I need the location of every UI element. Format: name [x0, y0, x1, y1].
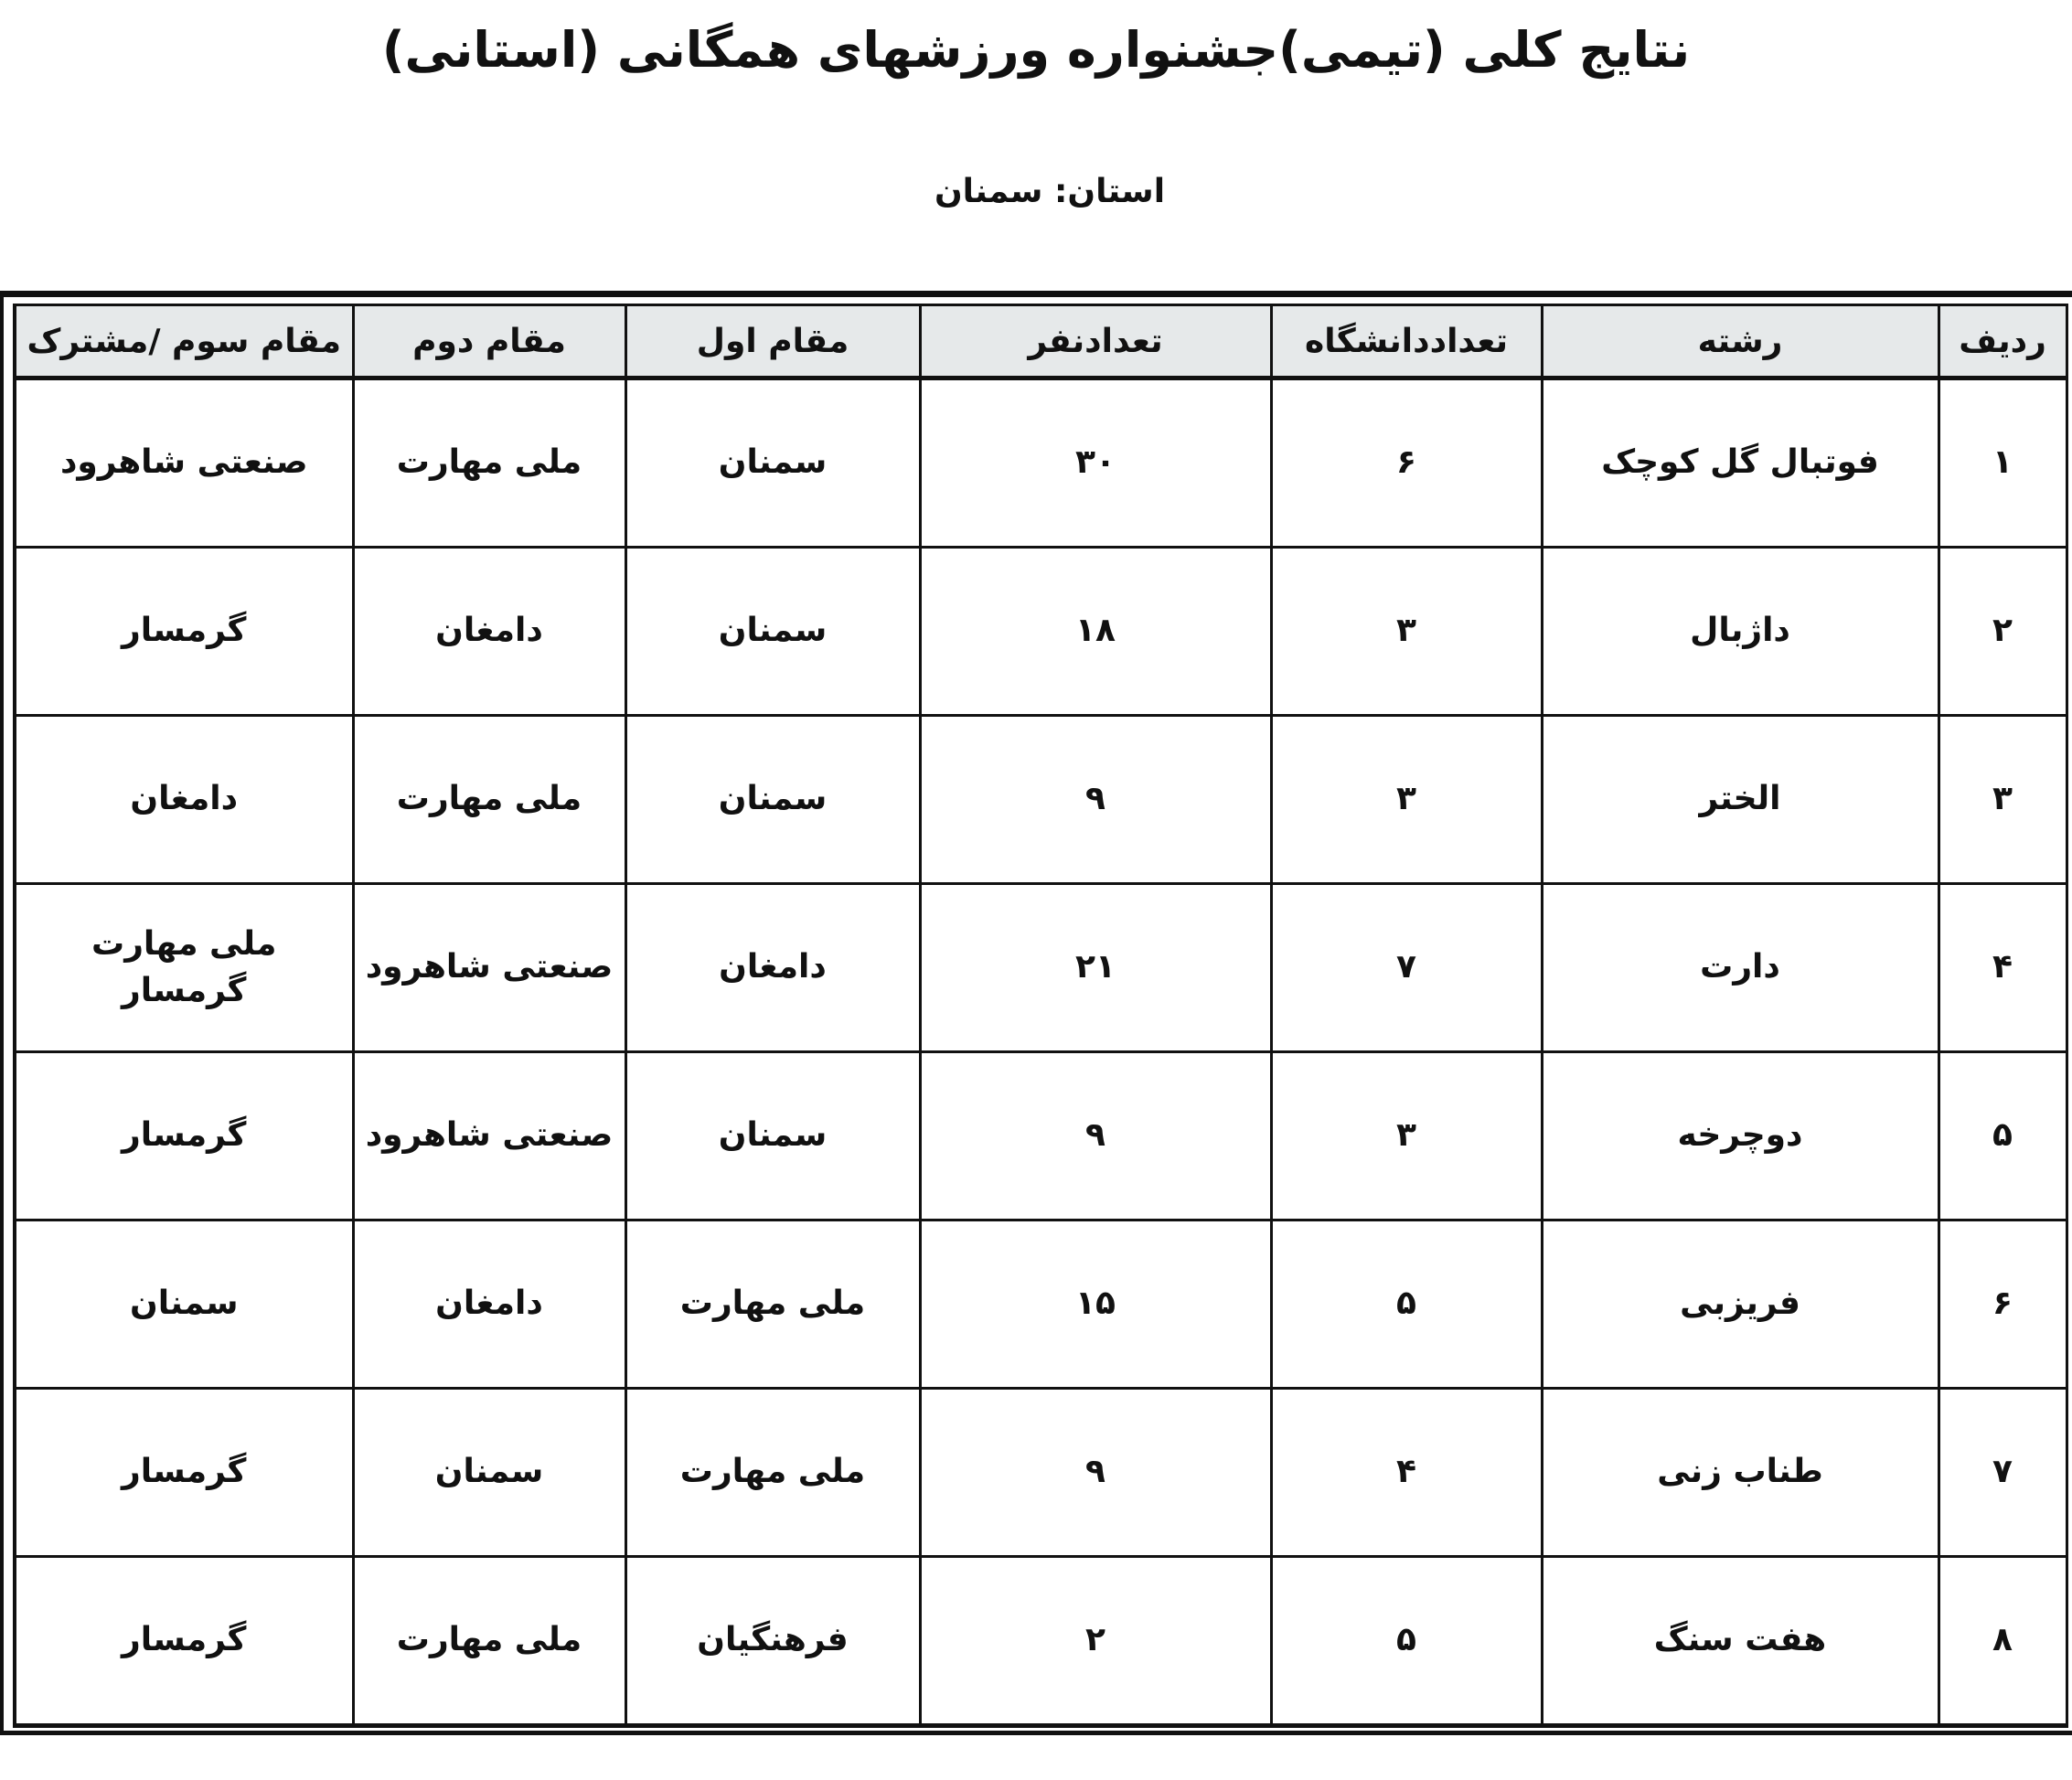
university-count-cell: ۴: [1271, 1389, 1542, 1557]
table-row: [15, 1052, 2067, 1220]
university-count-cell: ۵: [1271, 1557, 1542, 1726]
people-count-cell: ۱۵: [920, 1220, 1271, 1389]
row-number-cell: ۵: [1938, 1052, 2067, 1220]
university-count-cell: ۵: [1271, 1220, 1542, 1389]
sport-cell: دوچرخه: [1542, 1052, 1938, 1220]
table-row: [15, 884, 2067, 1052]
third-place-team: ملی مهارت: [91, 925, 277, 964]
university-count-cell: ۷: [1271, 884, 1542, 1052]
second-place-cell: صنعتی شاهرود: [353, 884, 625, 1052]
table-row: [15, 1220, 2067, 1389]
third-place-team: گرمسار: [122, 1116, 247, 1155]
row-number-cell: ۳: [1938, 716, 2067, 884]
third-place-cell: [15, 548, 353, 716]
university-count-cell: ۳: [1271, 716, 1542, 884]
row-number-cell: ۷: [1938, 1389, 2067, 1557]
first-place-cell: سمنان: [625, 548, 920, 716]
row-number-cell: ۸: [1938, 1557, 2067, 1726]
province-subtitle: استان: سمنان: [934, 173, 1166, 210]
third-place-team: گرمسار: [122, 971, 247, 1009]
university-count-cell: ۶: [1271, 378, 1542, 548]
first-place-cell: ملی مهارت: [625, 1220, 920, 1389]
third-place-cell: [15, 378, 353, 548]
people-count-cell: ۹: [920, 716, 1271, 884]
sport-cell: هفت سنگ: [1542, 1557, 1938, 1726]
second-place-cell: ملی مهارت: [353, 716, 625, 884]
third-place-team: گرمسار: [122, 612, 247, 650]
header-row-number: ردیف: [1938, 305, 2067, 378]
second-place-cell: صنعتی شاهرود: [353, 1052, 625, 1220]
sport-cell: داژبال: [1542, 548, 1938, 716]
header-first-place: مقام اول: [625, 305, 920, 378]
third-place-cell: [15, 716, 353, 884]
third-place-cell: [15, 1052, 353, 1220]
row-number-cell: ۶: [1938, 1220, 2067, 1389]
sport-cell: فوتبال گل کوچک: [1542, 378, 1938, 548]
second-place-cell: دامغان: [353, 1220, 625, 1389]
first-place-cell: سمنان: [625, 1052, 920, 1220]
people-count-cell: ۳۰: [920, 378, 1271, 548]
table-row: [15, 1389, 2067, 1557]
people-count-cell: ۲۱: [920, 884, 1271, 1052]
third-place-team: سمنان: [130, 1284, 239, 1323]
header-sport: رشته: [1542, 305, 1938, 378]
first-place-cell: سمنان: [625, 378, 920, 548]
first-place-cell: سمنان: [625, 716, 920, 884]
document-title: نتایج کلی (تیمی)جشنواره ورزشهای همگانی (استانی): [381, 21, 1691, 79]
third-place-team: گرمسار: [122, 1621, 247, 1659]
first-place-cell: ملی مهارت: [625, 1389, 920, 1557]
sport-cell: طناب زنی: [1542, 1389, 1938, 1557]
people-count-cell: ۹: [920, 1389, 1271, 1557]
university-count-cell: ۳: [1271, 548, 1542, 716]
people-count-cell: ۱۸: [920, 548, 1271, 716]
sport-cell: فریزبی: [1542, 1220, 1938, 1389]
first-place-cell: دامغان: [625, 884, 920, 1052]
table-row: [15, 1557, 2067, 1726]
third-place-team: گرمسار: [122, 1453, 247, 1491]
sport-cell: دارت: [1542, 884, 1938, 1052]
third-place-team: دامغان: [130, 780, 239, 818]
table-row: [15, 548, 2067, 716]
table-body: [15, 378, 2067, 1726]
university-count-cell: ۳: [1271, 1052, 1542, 1220]
table-row: [15, 378, 2067, 548]
sport-cell: الختر: [1542, 716, 1938, 884]
second-place-cell: دامغان: [353, 548, 625, 716]
header-second-place: مقام دوم: [353, 305, 625, 378]
people-count-cell: ۲: [920, 1557, 1271, 1726]
table-header-row: [15, 305, 2067, 378]
third-place-cell: [15, 1389, 353, 1557]
row-number-cell: ۱: [1938, 378, 2067, 548]
first-place-cell: فرهنگیان: [625, 1557, 920, 1726]
row-number-cell: ۴: [1938, 884, 2067, 1052]
second-place-cell: ملی مهارت: [353, 378, 625, 548]
header-people-count: تعدادنفر: [920, 305, 1271, 378]
second-place-cell: سمنان: [353, 1389, 625, 1557]
third-place-cell: [15, 1557, 353, 1726]
third-place-cell: [15, 884, 353, 1052]
people-count-cell: ۹: [920, 1052, 1271, 1220]
table-row: [15, 716, 2067, 884]
third-place-team: صنعتی شاهرود: [59, 443, 308, 482]
results-table: [13, 304, 2068, 1728]
third-place-cell: [15, 1220, 353, 1389]
header-university-count: تعداددانشگاه: [1271, 305, 1542, 378]
header-third-place: مقام سوم /مشترک: [15, 305, 353, 378]
row-number-cell: ۲: [1938, 548, 2067, 716]
second-place-cell: ملی مهارت: [353, 1557, 625, 1726]
